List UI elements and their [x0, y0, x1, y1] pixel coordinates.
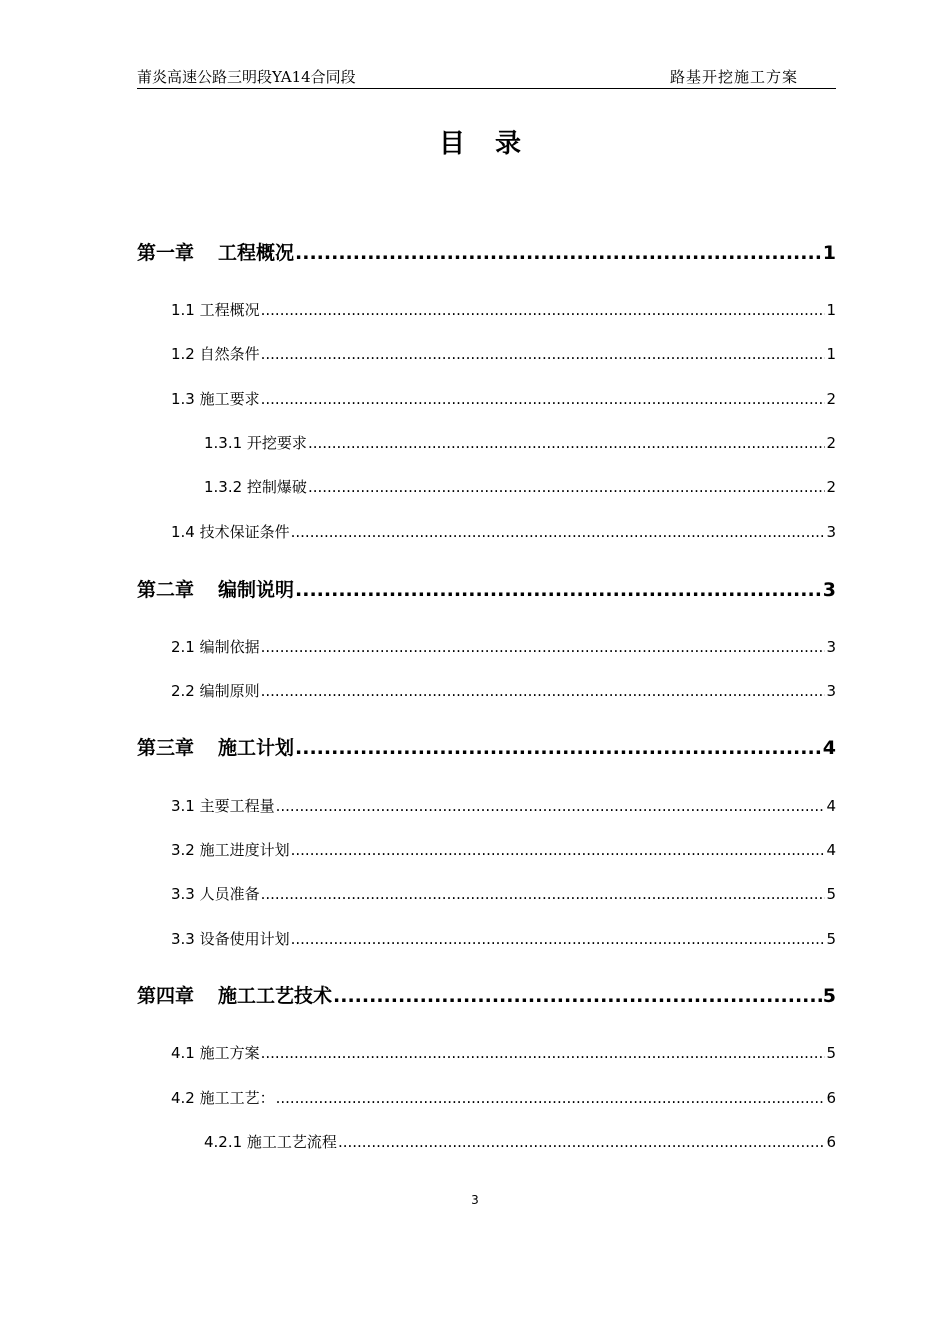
toc-leader-dots — [276, 1087, 826, 1109]
toc-entry-label: 1.1 工程概况 — [171, 301, 260, 319]
toc-section-3-3[interactable] — [171, 883, 836, 905]
toc-page-number: 6 — [826, 1133, 836, 1151]
toc-page-number: 3 — [826, 638, 836, 656]
toc-entry-label: 1.4 技术保证条件 — [171, 523, 290, 541]
toc-chapter-number: 第四章 — [137, 985, 195, 1007]
toc-chapter-number: 第一章 — [137, 242, 195, 264]
toc-page-number: 3 — [822, 579, 836, 601]
toc-page-number: 4 — [822, 737, 836, 759]
toc-entry-label: 3.3 人员准备 — [171, 885, 260, 903]
toc-entry-label: 1.2 自然条件 — [171, 345, 260, 363]
toc-leader-dots — [295, 239, 822, 267]
toc-entry-label — [137, 734, 294, 762]
toc-section-4-1[interactable] — [171, 1042, 836, 1064]
toc-leader-dots — [261, 1042, 826, 1064]
toc-entry-label: 2.1 编制依据 — [171, 638, 260, 656]
toc-section-2-1[interactable] — [171, 636, 836, 658]
toc-section-3-3-equipment[interactable] — [171, 928, 836, 950]
toc-chapter-4[interactable] — [137, 982, 836, 1010]
toc-chapter-title: 施工工艺技术 — [218, 985, 333, 1007]
toc-page-number: 5 — [826, 885, 836, 903]
toc-entry-label: 1.3 施工要求 — [171, 390, 260, 408]
toc-leader-dots — [333, 982, 822, 1010]
toc-chapter-number: 第二章 — [137, 579, 195, 601]
toc-page-number: 4 — [826, 797, 836, 815]
toc-page-number: 5 — [822, 985, 836, 1007]
toc-section-2-2[interactable] — [171, 680, 836, 702]
toc-section-4-2[interactable] — [171, 1087, 836, 1109]
toc-entry-label: 1.3.2 控制爆破 — [204, 478, 307, 496]
toc-leader-dots — [338, 1131, 826, 1153]
toc-page-number: 3 — [826, 523, 836, 541]
toc-leader-dots — [261, 388, 826, 410]
header-document-name: 路基开挖施工方案 — [669, 68, 798, 86]
toc-section-1-3[interactable] — [171, 388, 836, 410]
toc-entry-label: 4.2.1 施工工艺流程 — [204, 1133, 337, 1151]
toc-leader-dots — [261, 636, 826, 658]
toc-entry-label: 2.2 编制原则 — [171, 682, 260, 700]
toc-section-1-2[interactable] — [171, 343, 836, 365]
toc-section-3-1[interactable] — [171, 795, 836, 817]
toc-section-1-3-2[interactable] — [204, 476, 836, 498]
toc-page-number: 6 — [826, 1089, 836, 1107]
toc-page-number: 5 — [826, 930, 836, 948]
page-footer-number: 3 — [471, 1193, 479, 1207]
toc-entry-label — [137, 982, 332, 1010]
toc-leader-dots — [308, 432, 826, 454]
toc-chapter-3[interactable] — [137, 734, 836, 762]
toc-section-1-1[interactable] — [171, 299, 836, 321]
toc-entry-label: 3.1 主要工程量 — [171, 797, 275, 815]
title-char-2: 录 — [495, 129, 522, 159]
toc-leader-dots — [261, 883, 826, 905]
toc-section-1-3-1[interactable] — [204, 432, 836, 454]
toc-page-number: 4 — [826, 841, 836, 859]
toc-page-number: 1 — [826, 301, 836, 319]
toc-entry-label: 3.2 施工进度计划 — [171, 841, 290, 859]
toc-leader-dots — [291, 521, 826, 543]
toc-leader-dots — [295, 734, 822, 762]
toc-leader-dots — [261, 299, 826, 321]
toc-leader-dots — [308, 476, 826, 498]
toc-chapter-number: 第三章 — [137, 737, 195, 759]
toc-leader-dots — [261, 343, 826, 365]
toc-entry-label: 4.1 施工方案 — [171, 1044, 260, 1062]
toc-section-3-2[interactable] — [171, 839, 836, 861]
toc-leader-dots — [295, 576, 822, 604]
toc-chapter-title: 施工计划 — [218, 737, 295, 759]
toc-leader-dots — [291, 839, 826, 861]
header-project-name: 莆炎高速公路三明段YA14合同段 — [137, 68, 356, 86]
toc-page-number: 2 — [826, 390, 836, 408]
toc-chapter-2[interactable] — [137, 576, 836, 604]
toc-entry-label — [137, 576, 294, 604]
toc-page-number: 2 — [826, 434, 836, 452]
toc-entry-label: 4.2 施工工艺： — [171, 1089, 275, 1107]
toc-page-number: 5 — [826, 1044, 836, 1062]
toc-leader-dots — [291, 928, 826, 950]
page-title — [0, 124, 950, 164]
toc-leader-dots — [276, 795, 826, 817]
toc-section-1-4[interactable] — [171, 521, 836, 543]
toc-page-number: 3 — [826, 682, 836, 700]
page-header — [137, 66, 836, 89]
toc-chapter-title: 工程概况 — [218, 242, 295, 264]
toc-chapter-title: 编制说明 — [218, 579, 295, 601]
title-char-1: 目 — [438, 129, 465, 159]
toc-chapter-1[interactable] — [137, 239, 836, 267]
toc-entry-label: 3.3 设备使用计划 — [171, 930, 290, 948]
toc-page-number: 2 — [826, 478, 836, 496]
toc-leader-dots — [261, 680, 826, 702]
toc-entry-label: 1.3.1 开挖要求 — [204, 434, 307, 452]
toc-page-number: 1 — [826, 345, 836, 363]
toc-page-number: 1 — [822, 242, 836, 264]
toc-section-4-2-1[interactable] — [204, 1131, 836, 1153]
toc-entry-label — [137, 239, 294, 267]
